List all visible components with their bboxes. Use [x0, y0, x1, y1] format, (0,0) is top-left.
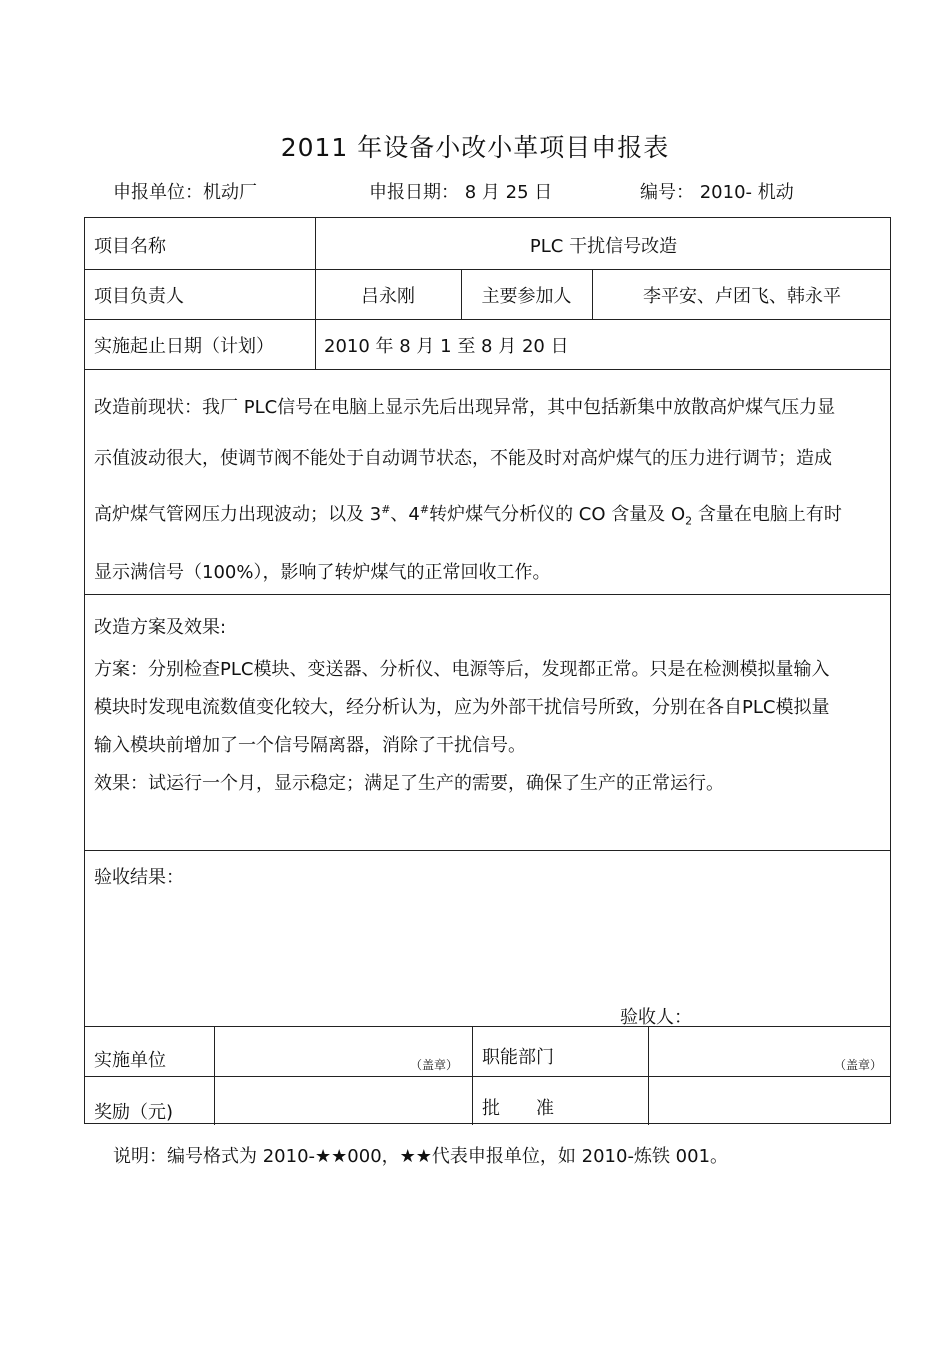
status-text-part: 、4 — [390, 504, 420, 525]
subscript-2: 2 — [685, 514, 693, 528]
implementation-period-value: 2010 年 8 月 1 至 8 月 20 日 — [324, 336, 569, 357]
row-divider — [85, 850, 890, 851]
project-leader-value: 吕永刚 — [361, 286, 415, 307]
current-status-text — [94, 382, 886, 598]
status-line: 改造前现状：我厂 PLC信号在电脑上显示先后出现异常，其中包括新集中放散高炉煤气压力显 — [94, 397, 836, 418]
form-number: 编号： 2010- 机动 — [640, 182, 794, 203]
stamp-placeholder: （盖章） — [410, 1058, 459, 1072]
status-line: 示值波动很大，使调节阀不能处于自动调节状态，不能及时对高炉煤气的压力进行调节；造成 — [94, 448, 832, 469]
row-divider — [85, 1076, 890, 1077]
application-date: 申报日期： 8 月 25 日 — [369, 182, 553, 203]
implementation-period-label: 实施起止日期（计划） — [94, 336, 274, 357]
number-mark: # — [419, 503, 430, 516]
project-name-value: PLC 干扰信号改造 — [529, 236, 678, 257]
row-divider — [85, 369, 890, 370]
project-leader-label: 项目负责人 — [94, 286, 184, 307]
form-note: 说明：编号格式为 2010-★★000，★★代表申报单位，如 2010-炼铁 001。 — [113, 1146, 729, 1167]
participants-label: 主要参加人 — [481, 286, 572, 307]
status-line: 显示满信号（100%），影响了转炉煤气的正常回收工作。 — [94, 561, 551, 583]
functional-dept-label: 职能部门 — [482, 1047, 554, 1068]
form-header — [0, 178, 950, 208]
page-title: 2011 年设备小改小革项目申报表 — [280, 133, 670, 162]
row-divider — [85, 1026, 890, 1027]
column-divider — [648, 1026, 649, 1125]
implementation-unit-label: 实施单位 — [94, 1050, 166, 1071]
project-name-label: 项目名称 — [94, 236, 166, 257]
applicant-unit: 申报单位：机动厂 — [113, 182, 257, 203]
status-line — [94, 484, 886, 547]
participants-value: 李平安、卢团飞、韩永平 — [643, 286, 841, 307]
row-divider — [85, 319, 890, 320]
stamp-placeholder: （盖章） — [834, 1058, 883, 1072]
reward-label: 奖励（元) — [94, 1102, 174, 1123]
approval-label: 批 准 — [482, 1098, 554, 1119]
row-divider — [85, 269, 890, 270]
status-text-part: 含量在电脑上有时 — [692, 504, 842, 525]
application-form-table — [84, 217, 891, 1124]
inspector-label: 验收人： — [620, 1007, 692, 1028]
plan-line: 输入模块前增加了一个信号隔离器，消除了干扰信号。 — [94, 735, 526, 756]
status-text-part: 转炉煤气分析仪的 CO 含量及 O — [429, 504, 686, 525]
status-text-part: 高炉煤气管网压力出现波动；以及 3 — [94, 504, 382, 525]
column-divider — [472, 1026, 473, 1125]
effect-line: 效果：试运行一个月，显示稳定；满足了生产的需要，确保了生产的正常运行。 — [94, 773, 724, 794]
plan-line: 模块时发现电流数值变化较大，经分析认为，应为外部干扰信号所致，分别在各自PLC模拟量 — [94, 697, 830, 718]
plan-effect-section — [94, 609, 886, 647]
column-divider — [214, 1026, 215, 1125]
plan-line: 方案：分别检查PLC模块、变送器、分析仪、电源等后，发现都正常。只是在检测模拟量输入 — [94, 659, 830, 680]
plan-heading: 改造方案及效果: — [94, 617, 227, 638]
plan-effect-text — [94, 651, 886, 803]
acceptance-result-label: 验收结果： — [94, 867, 184, 888]
number-mark: # — [381, 503, 391, 516]
